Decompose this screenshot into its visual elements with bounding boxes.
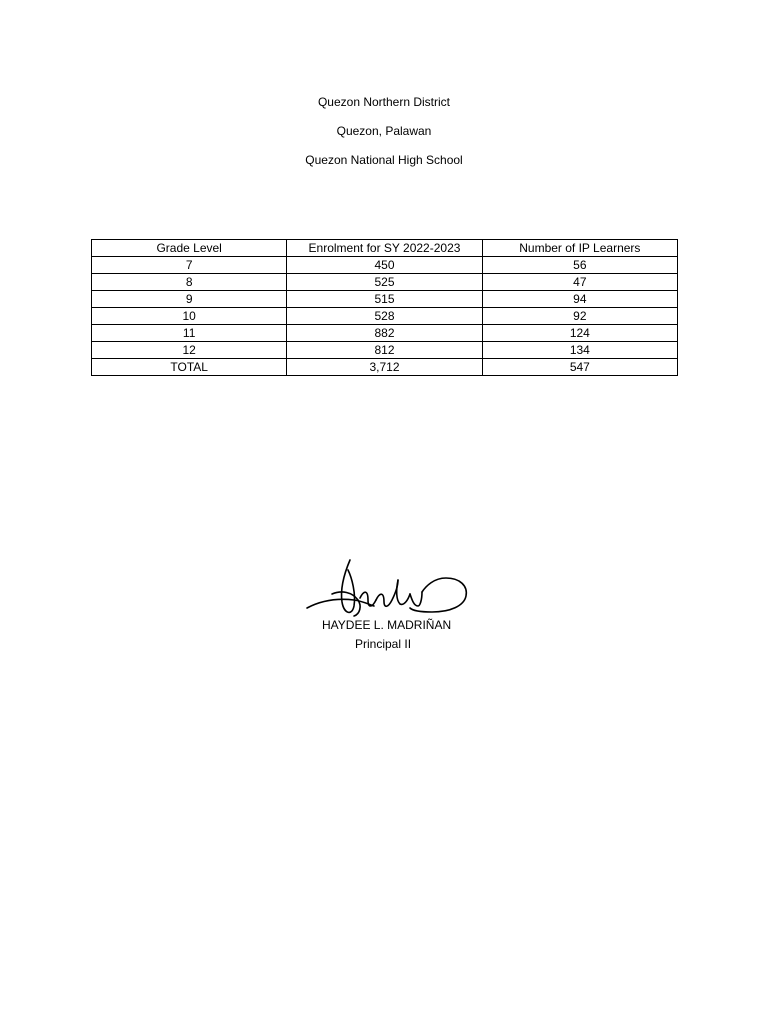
cell-grade-level: TOTAL: [92, 359, 287, 376]
cell-ip-learners: 124: [482, 325, 677, 342]
signatory-name: HAYDEE L. MADRIÑAN: [322, 618, 452, 632]
cell-ip-learners: 56: [482, 257, 677, 274]
table-row: [92, 291, 678, 308]
cell-enrolment: 528: [287, 308, 482, 325]
table-row: [92, 274, 678, 291]
cell-enrolment: 450: [287, 257, 482, 274]
cell-enrolment: 812: [287, 342, 482, 359]
cell-grade-level: 7: [92, 257, 287, 274]
signatory-title: Principal II: [355, 637, 412, 651]
enrolment-table: [91, 239, 678, 376]
column-header-grade-level: Grade Level: [92, 240, 287, 257]
cell-enrolment: 525: [287, 274, 482, 291]
header-school: Quezon National High School: [305, 153, 463, 167]
cell-ip-learners: 134: [482, 342, 677, 359]
handwritten-signature: [302, 556, 472, 626]
cell-grade-level: 10: [92, 308, 287, 325]
table-row: [92, 325, 678, 342]
table-row: [92, 308, 678, 325]
cell-grade-level: 11: [92, 325, 287, 342]
cell-grade-level: 8: [92, 274, 287, 291]
table-row: [92, 342, 678, 359]
cell-grade-level: 12: [92, 342, 287, 359]
cell-grade-level: 9: [92, 291, 287, 308]
cell-enrolment: 3,712: [287, 359, 482, 376]
header-location: Quezon, Palawan: [336, 124, 432, 138]
cell-ip-learners: 547: [482, 359, 677, 376]
table-row-total: [92, 359, 678, 376]
cell-ip-learners: 47: [482, 274, 677, 291]
column-header-enrolment: Enrolment for SY 2022-2023: [287, 240, 482, 257]
cell-enrolment: 515: [287, 291, 482, 308]
column-header-ip-learners: Number of IP Learners: [482, 240, 677, 257]
table-row: [92, 257, 678, 274]
cell-enrolment: 882: [287, 325, 482, 342]
cell-ip-learners: 94: [482, 291, 677, 308]
header-district: Quezon Northern District: [317, 95, 451, 109]
cell-ip-learners: 92: [482, 308, 677, 325]
table-header-row: [92, 240, 678, 257]
